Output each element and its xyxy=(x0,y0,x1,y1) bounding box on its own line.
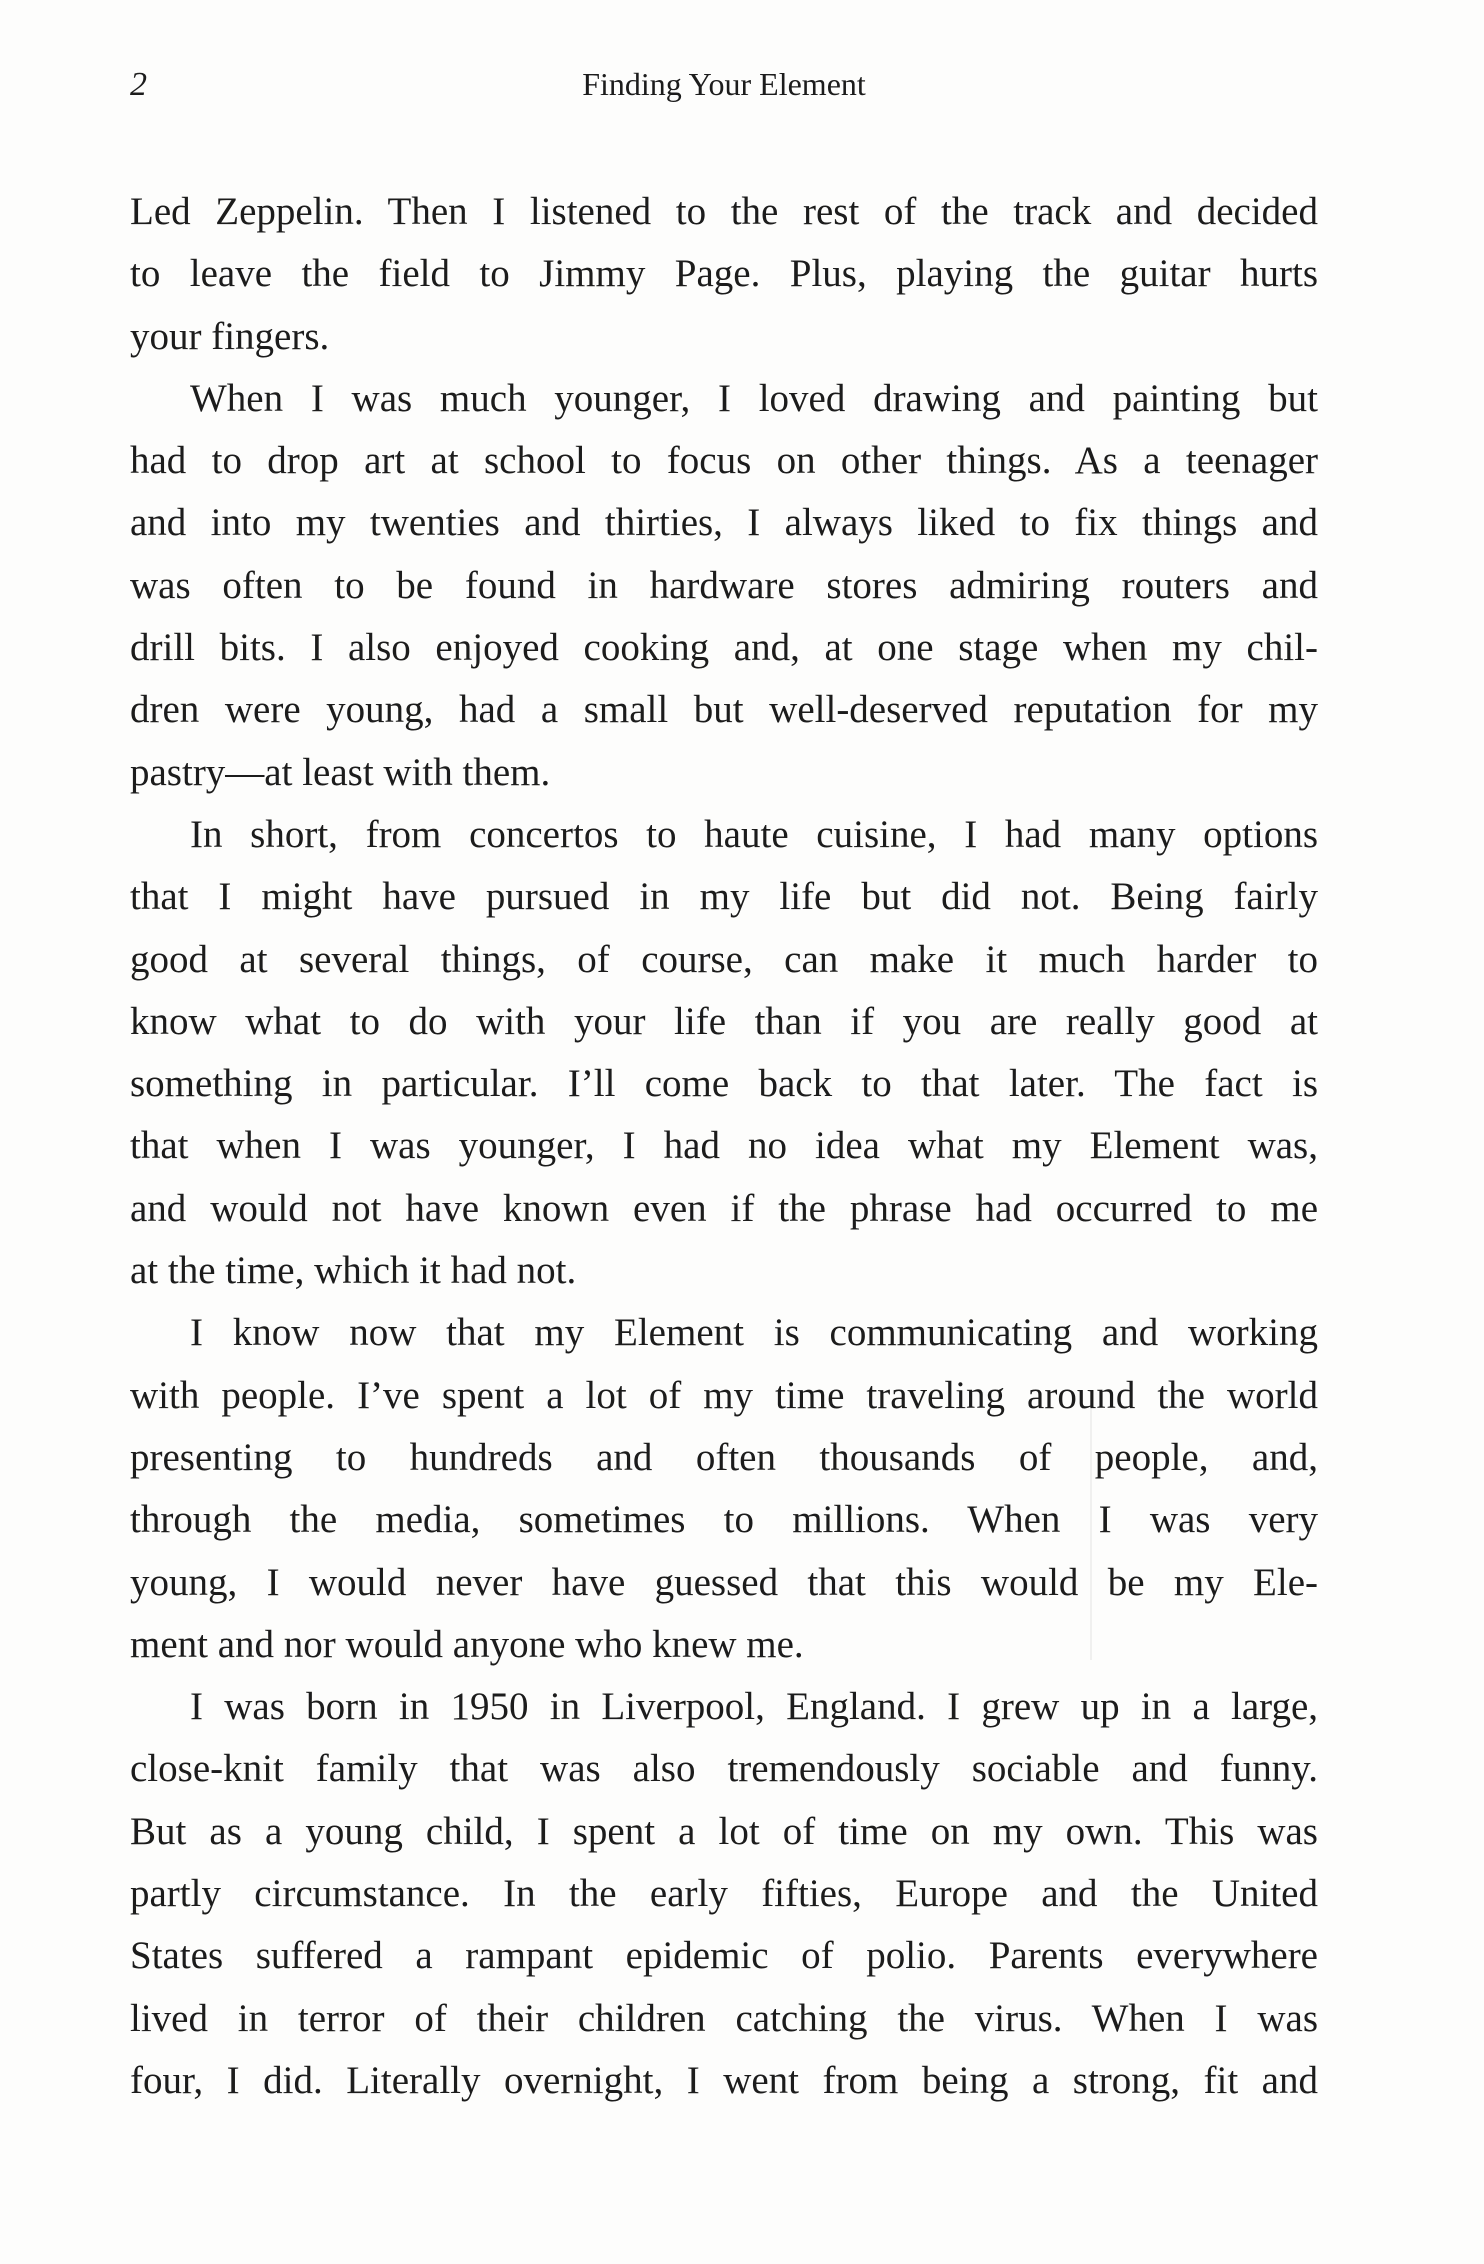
text-line: partly circumstance. In the early fifties, Europe and the United xyxy=(130,1872,1318,1916)
paragraph xyxy=(130,809,1318,1307)
text-line: and into my twenties and thirties, I always liked to fix things and xyxy=(130,501,1318,545)
text-line: that I might have pursued in my life but did not. Being fairly xyxy=(130,875,1318,919)
text-line: I know now that my Element is communicating and working xyxy=(190,1311,1318,1355)
text-line: four, I did. Literally overnight, I went from being a strong, fit and xyxy=(130,2058,1318,2102)
body-text xyxy=(130,186,1318,2117)
text-line: close-knit family that was also tremendously sociable and funny. xyxy=(130,1747,1318,1791)
paragraph xyxy=(130,1307,1318,1681)
text-line: But as a young child, I spent a lot of time on my own. This was xyxy=(130,1809,1318,1853)
running-title: Finding Your Element xyxy=(582,66,866,102)
text-line: something in particular. I’ll come back to that later. The fact is xyxy=(130,1062,1318,1106)
paragraph xyxy=(130,186,1318,373)
text-line: dren were young, had a small but well-deserved reputation for my xyxy=(130,688,1318,732)
page-number: 2 xyxy=(130,66,147,103)
text-line: Led Zeppelin. Then I listened to the rest of the track and decided xyxy=(130,190,1318,233)
text-line: lived in terror of their children catching the virus. When I was xyxy=(130,1996,1318,2040)
page-header xyxy=(130,66,1318,112)
text-line: had to drop art at school to focus on other things. As a teenager xyxy=(130,439,1318,483)
text-line: In short, from concertos to haute cuisine, I had many options xyxy=(190,812,1318,856)
text-line: When I was much younger, I loved drawing and painting but xyxy=(190,376,1318,420)
text-line: know what to do with your life than if you are really good at xyxy=(130,999,1318,1043)
text-line: through the media, sometimes to millions. When I was very xyxy=(130,1498,1318,1542)
text-line: and would not have known even if the phrase had occurred to me xyxy=(130,1186,1318,1230)
paragraph xyxy=(130,1681,1318,2117)
text-line: with people. I’ve spent a lot of my time traveling around the world xyxy=(130,1373,1318,1417)
text-line: to leave the field to Jimmy Page. Plus, playing the guitar hurts xyxy=(130,252,1318,296)
text-line: young, I would never have guessed that this would be my Ele- xyxy=(130,1560,1318,1604)
text-line: your fingers. xyxy=(130,314,330,358)
text-line: was often to be found in hardware stores admiring routers and xyxy=(130,563,1318,607)
text-line: ment and nor would anyone who knew me. xyxy=(130,1622,804,1666)
text-line: good at several things, of course, can make it much harder to xyxy=(130,937,1318,981)
text-line: that when I was younger, I had no idea what my Element was, xyxy=(130,1124,1318,1168)
text-line: presenting to hundreds and often thousands of people, and, xyxy=(130,1435,1318,1479)
text-line: drill bits. I also enjoyed cooking and, at one stage when my chil- xyxy=(130,626,1318,670)
text-line: pastry—at least with them. xyxy=(130,750,551,794)
text-line: I was born in 1950 in Liverpool, England. I grew up in a large, xyxy=(190,1685,1318,1729)
paragraph xyxy=(130,373,1318,809)
text-line: States suffered a rampant epidemic of polio. Parents everywhere xyxy=(130,1934,1318,1978)
text-line: at the time, which it had not. xyxy=(130,1249,577,1293)
